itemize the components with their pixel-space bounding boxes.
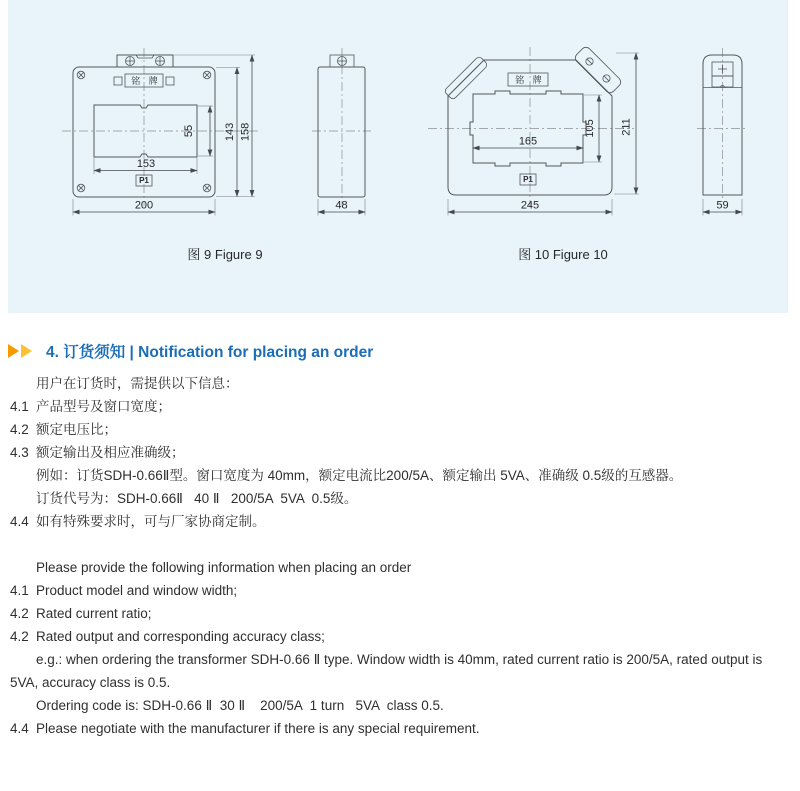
- fig10-front-view: [428, 45, 639, 215]
- fig9-dim-depth: 48: [335, 199, 348, 212]
- fig9-dim-height: 158: [239, 122, 252, 142]
- fig9-dim-width: 200: [134, 199, 154, 212]
- drawing-panel: [8, 0, 788, 313]
- item-number: 4.2: [10, 422, 29, 437]
- cn-item-line: [10, 418, 792, 441]
- fig9-front-view: [62, 48, 259, 216]
- cn-item-line: [10, 441, 792, 464]
- item-number: 4.4: [10, 514, 29, 529]
- item-text: 额定输出及相应准确级；: [36, 445, 185, 460]
- fig10-dim-window-height: 105: [584, 119, 596, 138]
- fig10-side-view: [697, 48, 748, 216]
- fig9-dim-inner-height: 143: [224, 122, 236, 142]
- fig10-dim-width: 245: [520, 199, 540, 212]
- figure9-caption: 图 9 Figure 9: [187, 247, 263, 262]
- en-intro-line: Please provide the following information when placing an order: [36, 560, 412, 575]
- cn-example-line: 例如：订货SDH-0.66Ⅱ型。窗口宽度为 40mm，额定电流比200/5A、额定输出 5VA、准确级 0.5级的互感器。: [36, 468, 683, 483]
- item-number: 4.2: [10, 606, 29, 621]
- item-text: 额定电压比；: [36, 422, 117, 437]
- mounting-tab: [573, 45, 622, 94]
- item-number: 4.4: [10, 721, 29, 736]
- dimension-drawings: [8, 0, 788, 313]
- corner-screw-icon: [77, 184, 85, 192]
- fig9-dim-window-width: 153: [136, 158, 156, 170]
- item-text: Rated current ratio;: [36, 606, 152, 621]
- screw-icon: [338, 57, 347, 66]
- item-text: 产品型号及窗口宽度；: [36, 399, 171, 414]
- fig9-nameplate-label: 铭 牌: [131, 76, 161, 86]
- cn-intro-line: 用户在订货时，需提供以下信息：: [36, 376, 239, 391]
- cn-item-line: [10, 510, 792, 533]
- fig10-dim-depth: 59: [716, 199, 729, 212]
- item-text: 如有特殊要求时，可与厂家协商定制。: [36, 514, 266, 529]
- section-header: [8, 340, 373, 362]
- corner-screw-icon: [203, 184, 211, 192]
- en-item-line: [10, 717, 792, 740]
- cn-ordering-code-line: 订货代号为：SDH-0.66Ⅱ 40 Ⅱ 200/5A 5VA 0.5级。: [36, 491, 358, 506]
- item-number: 4.3: [10, 445, 29, 460]
- fig9-side-view: [312, 48, 371, 216]
- screw-icon: [718, 65, 727, 74]
- item-text: Please negotiate with the manufacturer if there is any special requirement.: [36, 721, 480, 736]
- blank-line: [10, 533, 792, 556]
- screw-icon: [126, 57, 135, 66]
- en-item-line: [10, 625, 792, 648]
- item-number: 4.2: [10, 629, 29, 644]
- figure10-caption: 图 10 Figure 10: [518, 247, 608, 262]
- item-text: Rated output and corresponding accuracy class;: [36, 629, 325, 644]
- item-number: 4.1: [10, 399, 29, 414]
- fig10-dim-window-width: 165: [518, 135, 538, 148]
- fig9-p1-label: P1: [139, 176, 149, 185]
- fig10-nameplate-label: 铭 牌: [515, 75, 545, 85]
- en-ordering-code-line: Ordering code is: SDH-0.66 Ⅱ 30 Ⅱ 200/5A 1 turn 5VA class 0.5.: [36, 698, 444, 713]
- order-text-block: [10, 372, 792, 740]
- fig10-dim-height: 211: [620, 118, 633, 136]
- en-example-paragraph: e.g.: when ordering the transformer SDH-0.66 Ⅱ type. Window width is 40mm, rated current ratio is 200/5A, rated output is 5VA, accuracy class is 0.5.: [10, 652, 766, 690]
- item-number: 4.1: [10, 583, 29, 598]
- fig9-dim-window-height: 55: [183, 124, 195, 138]
- screw-icon: [156, 57, 165, 66]
- cn-item-line: [10, 395, 792, 418]
- section-title: 4. 订货须知 | Notification for placing an order: [46, 344, 374, 361]
- fig10-p1-label: P1: [523, 175, 533, 184]
- arrow-right-icon: [8, 344, 19, 358]
- corner-screw-icon: [203, 71, 211, 79]
- arrow-right-icon: [21, 344, 32, 358]
- corner-screw-icon: [77, 71, 85, 79]
- en-item-line: [10, 579, 792, 602]
- item-text: Product model and window width;: [36, 583, 238, 598]
- en-item-line: [10, 602, 792, 625]
